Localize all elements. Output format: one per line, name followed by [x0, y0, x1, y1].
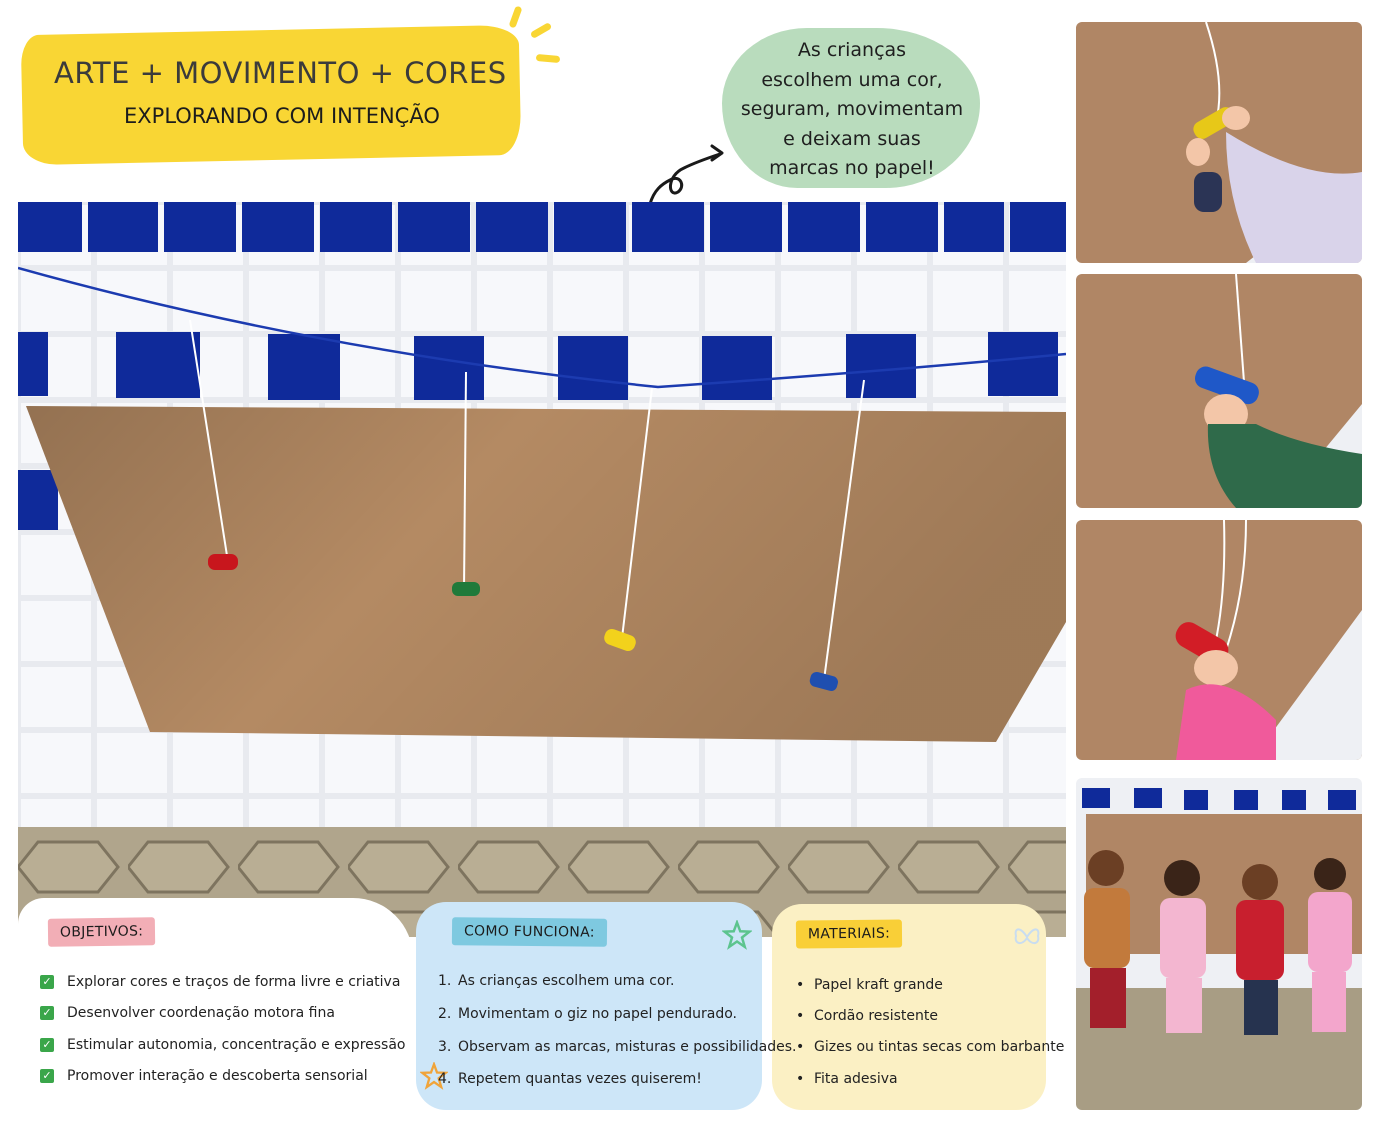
main-photo-illustration	[18, 202, 1066, 937]
list-item	[796, 1032, 1064, 1063]
crayon-red	[208, 554, 238, 570]
materiais-list	[796, 969, 1064, 1094]
star-icon	[722, 920, 752, 950]
como-funciona-list	[438, 965, 797, 1096]
check-icon: ✓	[40, 1069, 54, 1083]
check-icon: ✓	[40, 1038, 54, 1052]
material-text: Cordão resistente	[814, 1007, 938, 1024]
list-item	[796, 969, 1064, 1000]
step-text: Observam as marcas, misturas e possibilidades.	[458, 1038, 797, 1055]
objetivo-text: Explorar cores e traços de forma livre e criativa	[67, 973, 401, 990]
bubble-line: seguram, movimentam	[740, 98, 964, 120]
sparkle-icon	[508, 5, 522, 28]
bubble-line: As crianças	[797, 39, 907, 61]
material-text: Gizes ou tintas secas com barbante	[814, 1039, 1065, 1056]
side-photo-illustration	[1076, 274, 1362, 508]
list-item	[796, 1063, 1064, 1094]
side-photo-illustration	[1076, 778, 1362, 1110]
objetivos-list	[40, 966, 406, 1092]
page-subtitle: EXPLORANDO COM INTENÇÃO	[124, 104, 440, 128]
speech-bubble-text	[732, 36, 972, 184]
step-text: Movimentam o giz no papel pendurado.	[458, 1006, 738, 1023]
butterfly-icon	[1012, 924, 1042, 950]
list-item	[438, 998, 797, 1031]
objetivo-text: Estimular autonomia, concentração e expressão	[67, 1036, 406, 1053]
objetivo-text: Promover interação e descoberta sensorial	[67, 1068, 368, 1085]
como-funciona-label: COMO FUNCIONA:	[452, 917, 607, 947]
step-number: 4.	[438, 1071, 452, 1088]
list-item	[438, 1030, 797, 1063]
side-photo-children	[1076, 778, 1362, 1110]
material-text: Papel kraft grande	[814, 976, 943, 993]
bubble-line: escolhem uma cor,	[761, 68, 943, 91]
side-photo-blue-crayon	[1076, 274, 1362, 508]
step-text: As crianças escolhem uma cor.	[458, 973, 675, 990]
side-photo-yellow-crayon	[1076, 22, 1362, 263]
title-banner	[21, 25, 522, 165]
list-item	[40, 1061, 406, 1093]
bubble-line: e deixam suas	[783, 127, 921, 150]
curly-arrow-icon	[640, 140, 730, 210]
side-photo-illustration	[1076, 520, 1362, 760]
bullet-icon: •	[796, 976, 805, 993]
bullet-icon: •	[796, 1007, 805, 1024]
check-icon: ✓	[40, 975, 54, 989]
list-item	[40, 966, 406, 998]
step-number: 2.	[438, 1006, 452, 1023]
sparkle-icon	[536, 54, 561, 63]
check-icon: ✓	[40, 1006, 54, 1020]
sparkle-icon	[530, 22, 553, 39]
list-item	[40, 998, 406, 1030]
step-number: 1.	[438, 973, 452, 990]
side-photo-illustration	[1076, 22, 1362, 263]
crayon-green	[452, 582, 480, 596]
bullet-icon: •	[796, 1039, 805, 1056]
main-photo	[18, 202, 1066, 937]
materiais-label: MATERIAIS:	[796, 919, 902, 948]
side-photo-red-crayon	[1076, 520, 1362, 760]
objetivos-label: OBJETIVOS:	[48, 917, 156, 946]
page-title: ARTE + MOVIMENTO + CORES	[54, 56, 507, 90]
list-item	[796, 1000, 1064, 1031]
list-item	[40, 1029, 406, 1061]
material-text: Fita adesiva	[814, 1070, 898, 1087]
step-text: Repetem quantas vezes quiserem!	[458, 1071, 702, 1088]
objetivo-text: Desenvolver coordenação motora fina	[67, 1005, 335, 1022]
bubble-line: marcas no papel!	[769, 157, 935, 179]
list-item	[438, 1063, 797, 1096]
bullet-icon: •	[796, 1070, 805, 1087]
step-number: 3.	[438, 1038, 452, 1055]
list-item	[438, 965, 797, 998]
